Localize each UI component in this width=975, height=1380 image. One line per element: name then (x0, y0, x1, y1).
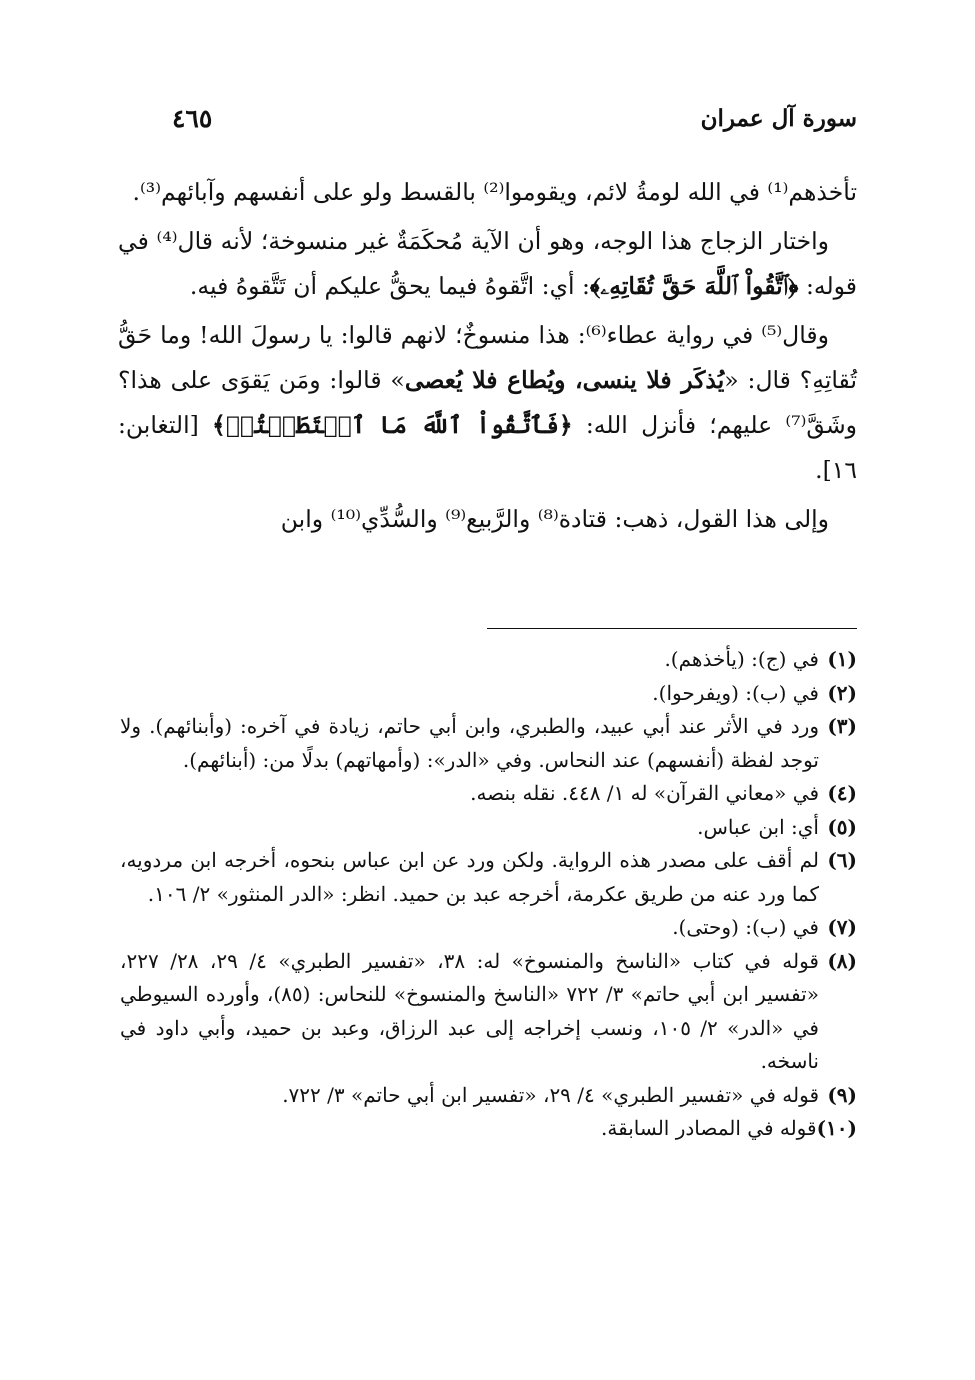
footnote (120, 945, 857, 1079)
footnote (120, 1079, 857, 1113)
footnote (120, 811, 857, 845)
paragraph-1-text: تأخذهم⁽¹⁾ في الله لومةُ لائم، ويقوموا⁽²⁾ بالقسط ولو على أنفسهم وآبائهم⁽³⁾. (132, 178, 857, 206)
paragraph-3-text-b: » قالوا: ومَن يَقوَى على هذا؟ وشَقَّ⁽⁷⁾ عليهم؛ فأنزل الله: (118, 366, 857, 439)
footnote-number: (٩) (827, 1082, 857, 1107)
footnote-text: في (ب): (وحتى). (672, 915, 819, 939)
footnote (120, 777, 857, 811)
footnote (120, 710, 857, 777)
footnote-text: قوله في «تفسير الطبري» ٤/ ٢٩، «تفسير ابن أبي حاتم» ٣/ ٧٢٢. (282, 1082, 819, 1107)
hadith-quote: يُذكَر فلا ينسى، ويُطاع فلا يُعصى (404, 366, 725, 394)
footnote-number: (٧) (827, 915, 857, 939)
footnote-number: (٦) (827, 848, 857, 872)
footnote (120, 643, 857, 677)
footnote-text: قوله في المصادر السابقة. (601, 1116, 817, 1140)
footnote-number: (١٠) (816, 1116, 857, 1140)
paragraph-2-text-a: واختار الزجاج هذا الوجه، وهو أن الآية مُحكَمَةٌ غير منسوخة؛ لأنه قال⁽⁴⁾ في قوله: (118, 227, 857, 300)
footnote (120, 844, 857, 911)
page-number: ٤٦٥ (172, 103, 213, 133)
footnote-number: (٣) (827, 714, 857, 738)
paragraph-3-text-c: [التغابن: ١٦]. (118, 411, 857, 484)
paragraph-2-text-b: : أي: اتَّقوهُ فيما يحقُّ عليكم أن تَتَّقوهُ فيه. (189, 272, 590, 300)
footnote-text: في «معاني القرآن» له ١/ ٤٤٨. نقله بنصه. (470, 781, 819, 805)
footnote-text: في (ب): (ويفرحوا). (652, 680, 819, 705)
footnote-text: ورد في الأثر عند أبي عبيد، والطبري، وابن أبي حاتم، زيادة في آخره: (وأبنائهم). ولا توجد لفظة (أنفسهم) عند النحاس. وفي «الدر»: (وأمهاتهم) بدلًا من: (أبنائهم). (120, 714, 819, 772)
footnote-text: لم أقف على مصدر هذه الرواية. ولكن ورد عن ابن عباس بنحوه، أخرجه ابن مردويه، كما ورد عنه من طريق عكرمة، أخرجه عبد بن حميد. انظر: «الدر المنثور» ٢/ ١٠٦. (120, 848, 819, 906)
footnote (120, 677, 857, 711)
paragraph-3 (118, 313, 857, 493)
footnote-text: قوله في كتاب «الناسخ والمنسوخ» له: ٣٨، «تفسير الطبري» ٤/ ٢٩، ٢٨/ ٢٢٧، «تفسير ابن أبي حاتم» ٣/ ٧٢٢ «الناسخ والمنسوخ» للنحاس: (٨٥)، وأورده السيوطي في «الدر» ٢/ ١٠٥، ونسب إخراجه إلى عبد الرزاق، وعبد بن حميد، وأبي داود في ناسخه. (120, 948, 819, 1073)
footnote-text: أي: ابن عباس. (697, 814, 819, 839)
footnote-number: (٨) (827, 948, 857, 973)
footnote-number: (٥) (827, 814, 857, 839)
footnotes-list (120, 643, 857, 1146)
paragraph-2 (118, 219, 857, 309)
footnote-text: في (ج): (يأخذهم). (664, 647, 819, 671)
footnote-number: (٤) (827, 781, 857, 805)
paragraph-4-text: وإلى هذا القول، ذهب: قتادة⁽⁸⁾ والرَّبيع⁽⁹⁾ والسُّدِّي⁽¹⁰⁾ وابن (280, 505, 829, 533)
quran-quote-2: ﴿فَٱتَّقُواْ ٱللَّهَ مَا ٱسۡتَطَعۡتُمۡ﴾ (212, 411, 573, 439)
page-header (172, 98, 857, 138)
footnote-number: (٢) (827, 680, 857, 705)
footnote (120, 1112, 857, 1146)
paragraph-4 (118, 497, 857, 542)
quran-quote-1: ﴿ٱتَّقُواْ ٱللَّهَ حَقَّ تُقَاتِهِۦ﴾ (589, 272, 799, 300)
surah-title: سورة آل عمران (700, 104, 857, 132)
footnote (120, 911, 857, 945)
footnote-divider (487, 628, 857, 629)
main-text (118, 170, 857, 546)
paragraph-3-text-a: وقال⁽⁵⁾ في رواية عطاء⁽⁶⁾: هذا منسوخٌ؛ لانهم قالوا: يا رسولَ الله! وما حَقُّ تُقاتِهِ؟ قال: « (118, 321, 857, 394)
footnote-number: (١) (827, 647, 857, 671)
paragraph-1 (118, 170, 857, 215)
